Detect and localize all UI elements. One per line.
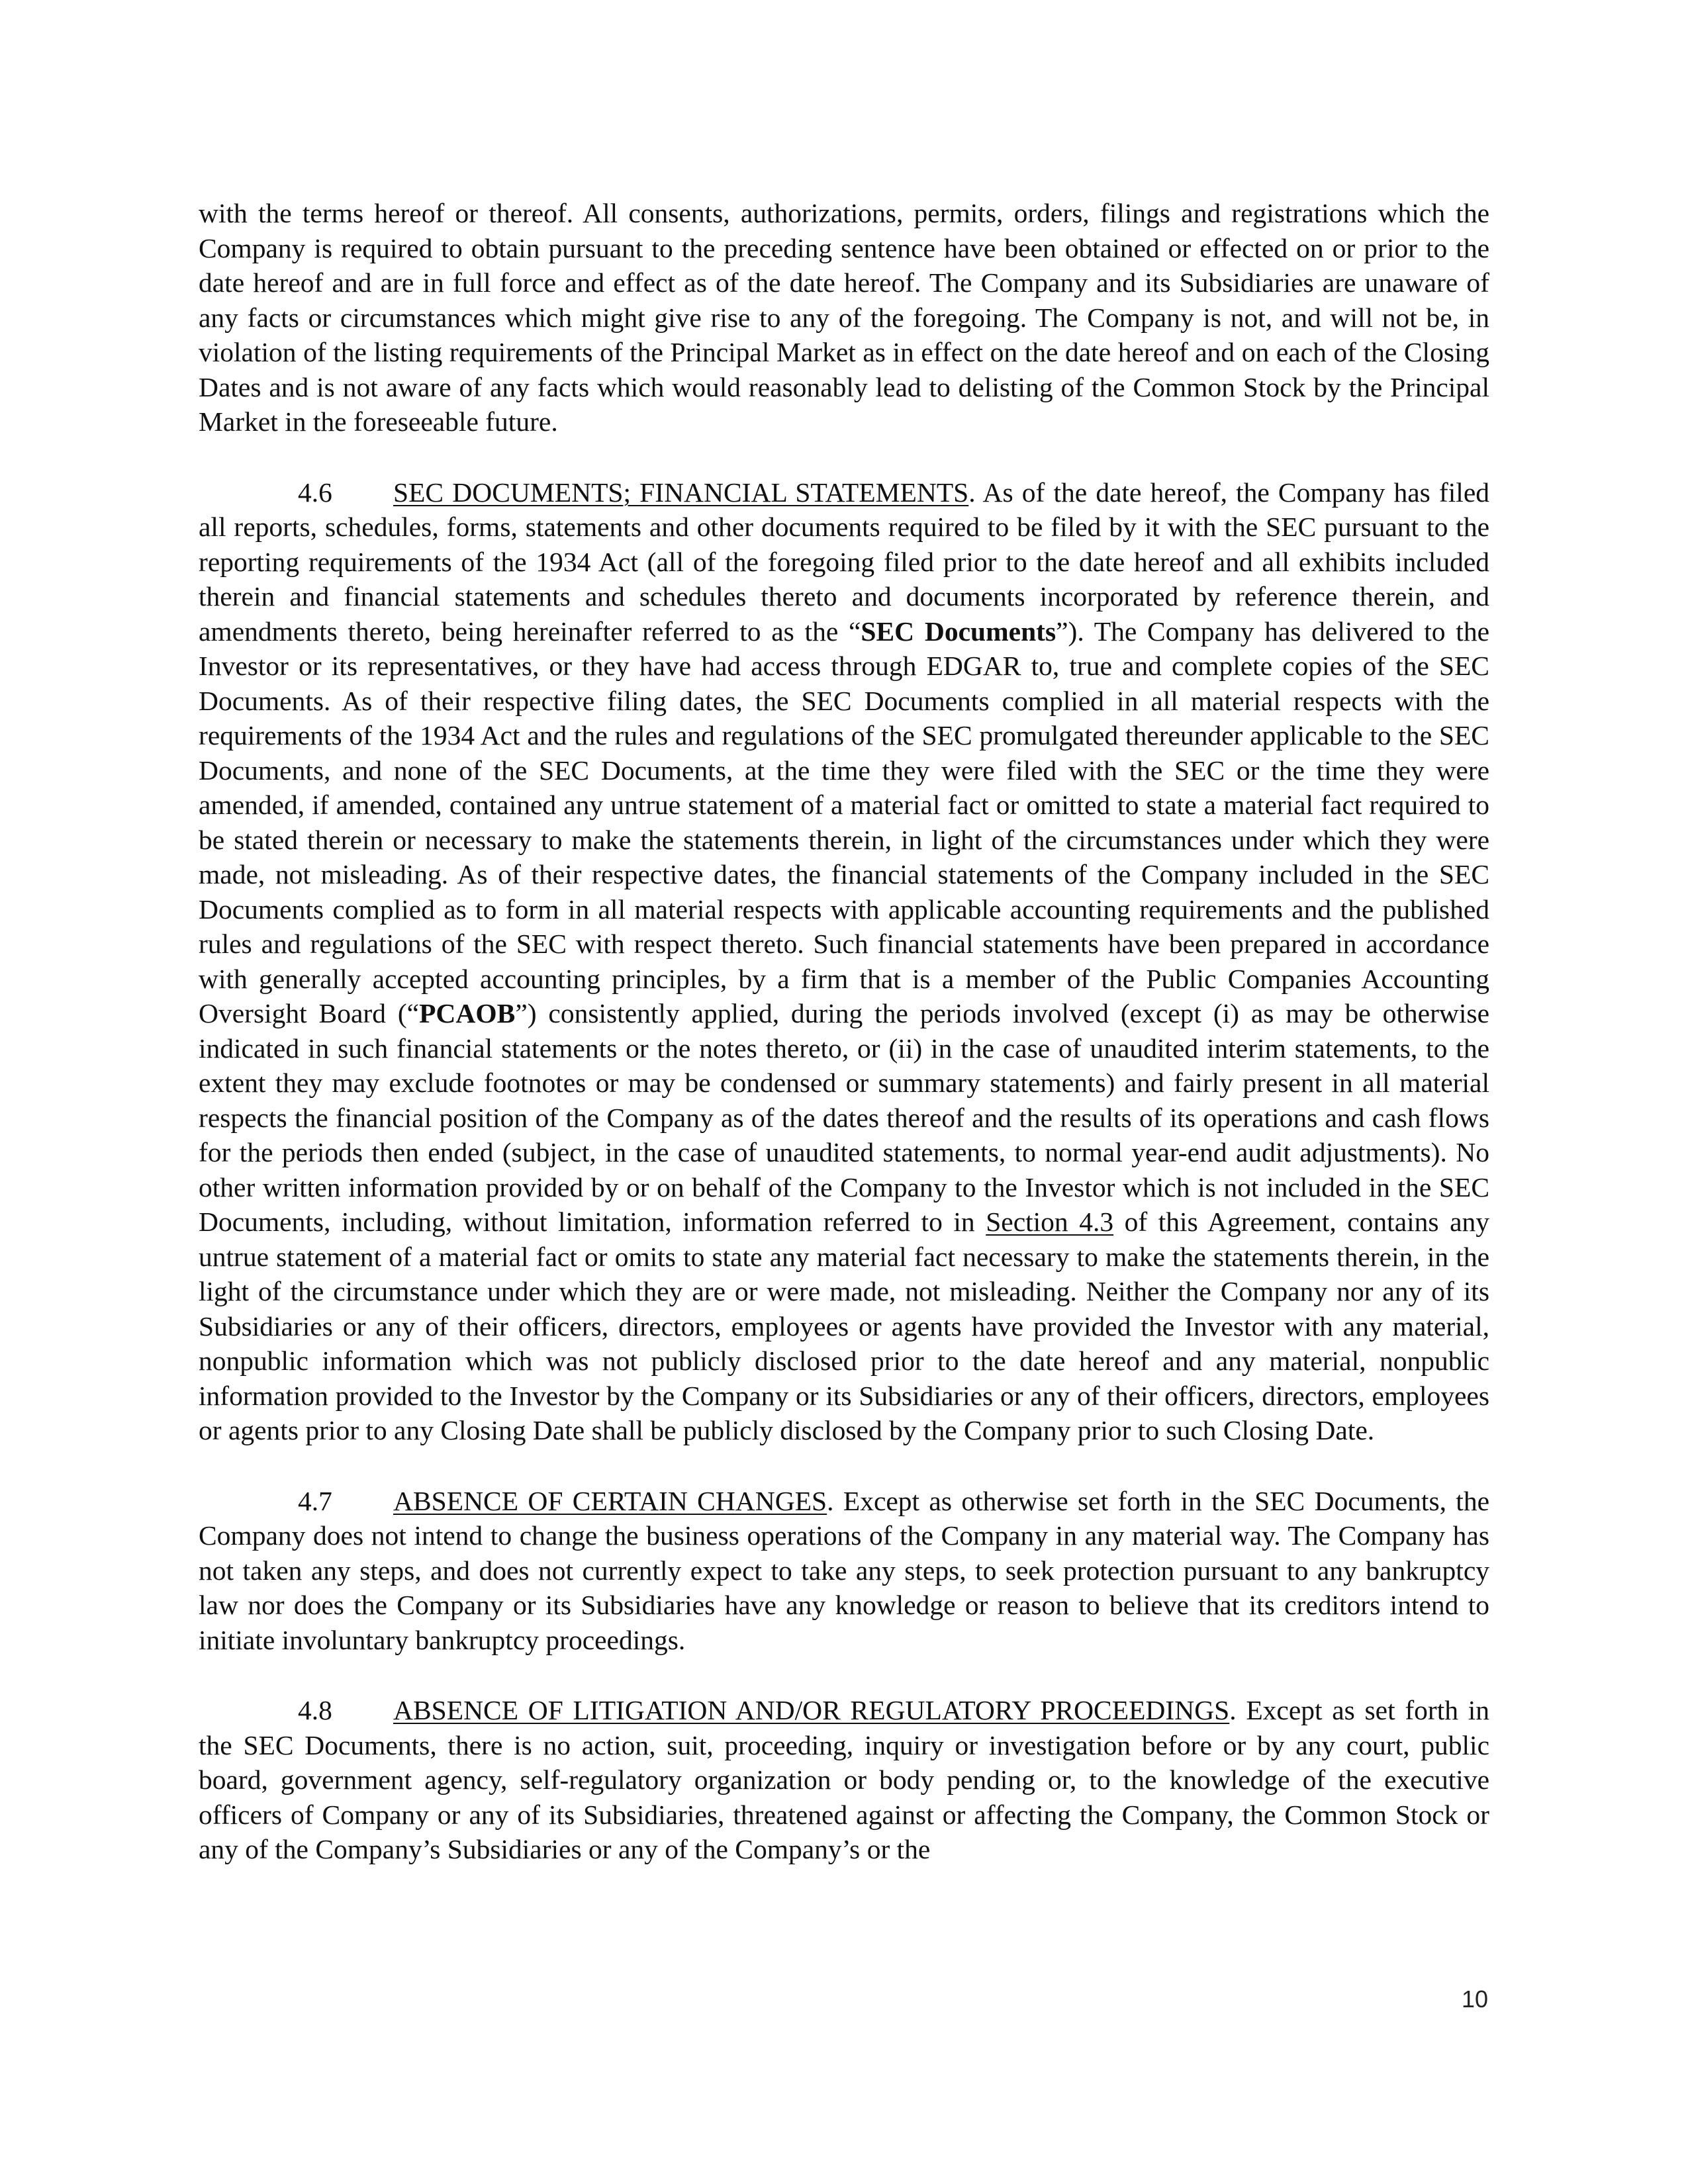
section-4-6	[199, 475, 1489, 1448]
section-text: . Except as set forth in the SEC Documents, there is no action, suit, proceeding, inquiry or investigation before or by any court, public board, government agency, self-regulatory organization or body pending or, to the knowledge of the executive officers of Company or any of its Subsidiaries, threatened against or affecting the Company, the Common Stock or any of the Company’s Subsidiaries or any of the Company’s or the	[199, 1695, 1489, 1864]
continuation-paragraph: with the terms hereof or thereof. All consents, authorizations, permits, orders, filings and registrations which the Company is required to obtain pursuant to the preceding sentence have been obtained or effected on or prior to the date hereof and are in full force and effect as of the date hereof. The Company and its Subsidiaries are unaware of any facts or circumstances which might give rise to any of the foregoing. The Company is not, and will not be, in violation of the listing requirements of the Principal Market as in effect on the date hereof and on each of the Closing Dates and is not aware of any facts which would reasonably lead to delisting of the Common Stock by the Principal Market in the foreseeable future.	[199, 198, 1489, 437]
section-text: ”) consistently applied, during the periods involved (except (i) as may be otherwise indicated in such financial statements or the notes thereto, or (ii) in the case of unaudited interim statements, to the extent they may exclude footnotes or may be condensed or summary statements) and fairly present in all material respects the financial position of the Company as of the dates thereof and the results of its operations and cash flows for the periods then ended (subject, in the case of unaudited statements, to normal year-end audit adjustments). No other written information provided by or on behalf of the Company to the Investor which is not included in the SEC Documents, including, without limitation, information referred to in	[199, 998, 1489, 1237]
section-number: 4.7	[298, 1485, 332, 1516]
defined-term-sec-documents: SEC Documents	[861, 615, 1056, 647]
cross-reference-section-4-3: Section 4.3	[986, 1206, 1114, 1237]
section-number: 4.8	[298, 1695, 332, 1725]
section-title: ABSENCE OF CERTAIN CHANGES	[393, 1485, 827, 1516]
section-title: SEC DOCUMENTS; FINANCIAL STATEMENTS	[393, 477, 969, 508]
section-text: of this Agreement, contains any untrue statement of a material fact or omits to state any material fact necessary to make the statements therein, in the light of the circumstance under which they are or were made, not misleading. Neither the Company nor any of its Subsidiaries or any of their officers, directors, employees or agents have provided the Investor with any material, nonpublic information which was not publicly disclosed prior to the date hereof and any material, nonpublic information provided to the Investor by the Company or its Subsidiaries or any of their officers, directors, employees or agents prior to any Closing Date shall be publicly disclosed by the Company prior to such Closing Date.	[199, 1206, 1490, 1445]
section-number: 4.6	[298, 477, 332, 508]
section-title: ABSENCE OF LITIGATION AND/OR REGULATORY PROCEEDINGS	[393, 1695, 1230, 1725]
section-4-7	[199, 1484, 1489, 1658]
section-text: . Except as otherwise set forth in the SEC Documents, the Company does not intend to change the business operations of the Company in any material way. The Company has not taken any steps, and does not currently expect to take any steps, to seek protection pursuant to any bankruptcy law nor does the Company or its Subsidiaries have any knowledge or reason to believe that its creditors intend to initiate involuntary bankruptcy proceedings.	[199, 1485, 1490, 1655]
section-4-8	[199, 1693, 1489, 1867]
section-text: ”). The Company has delivered to the Investor or its representatives, or they have had access through EDGAR to, true and complete copies of the SEC Documents. As of their respective filing dates, the SEC Documents complied in all material respects with the requirements of the 1934 Act and the rules and regulations of the SEC promulgated thereunder applicable to the SEC Documents, and none of the SEC Documents, at the time they were filed with the SEC or the time they were amended, if amended, contained any untrue statement of a material fact or omitted to state a material fact required to be stated therein or necessary to make the statements therein, in light of the circumstances under which they were made, not misleading. As of their respective dates, the financial statements of the Company included in the SEC Documents complied as to form in all material respects with applicable accounting requirements and the published rules and regulations of the SEC with respect thereto. Such financial statements have been prepared in accordance with generally accepted accounting principles, by a firm that is a member of the Public Companies Accounting Oversight Board (“	[199, 615, 1489, 1028]
defined-term-pcaob: PCAOB	[419, 998, 516, 1028]
section-text: . As of the date hereof, the Company has filed all reports, schedules, forms, statements and other documents required to be filed by it with the SEC pursuant to the reporting requirements of the 1934 Act (all of the foregoing filed prior to the date hereof and all exhibits included therein and financial statements and schedules thereto and documents incorporated by reference therein, and amendments thereto, being hereinafter referred to as the “	[199, 477, 1489, 647]
page-number: 10	[1461, 1985, 1488, 2013]
document-page	[199, 196, 1489, 1867]
